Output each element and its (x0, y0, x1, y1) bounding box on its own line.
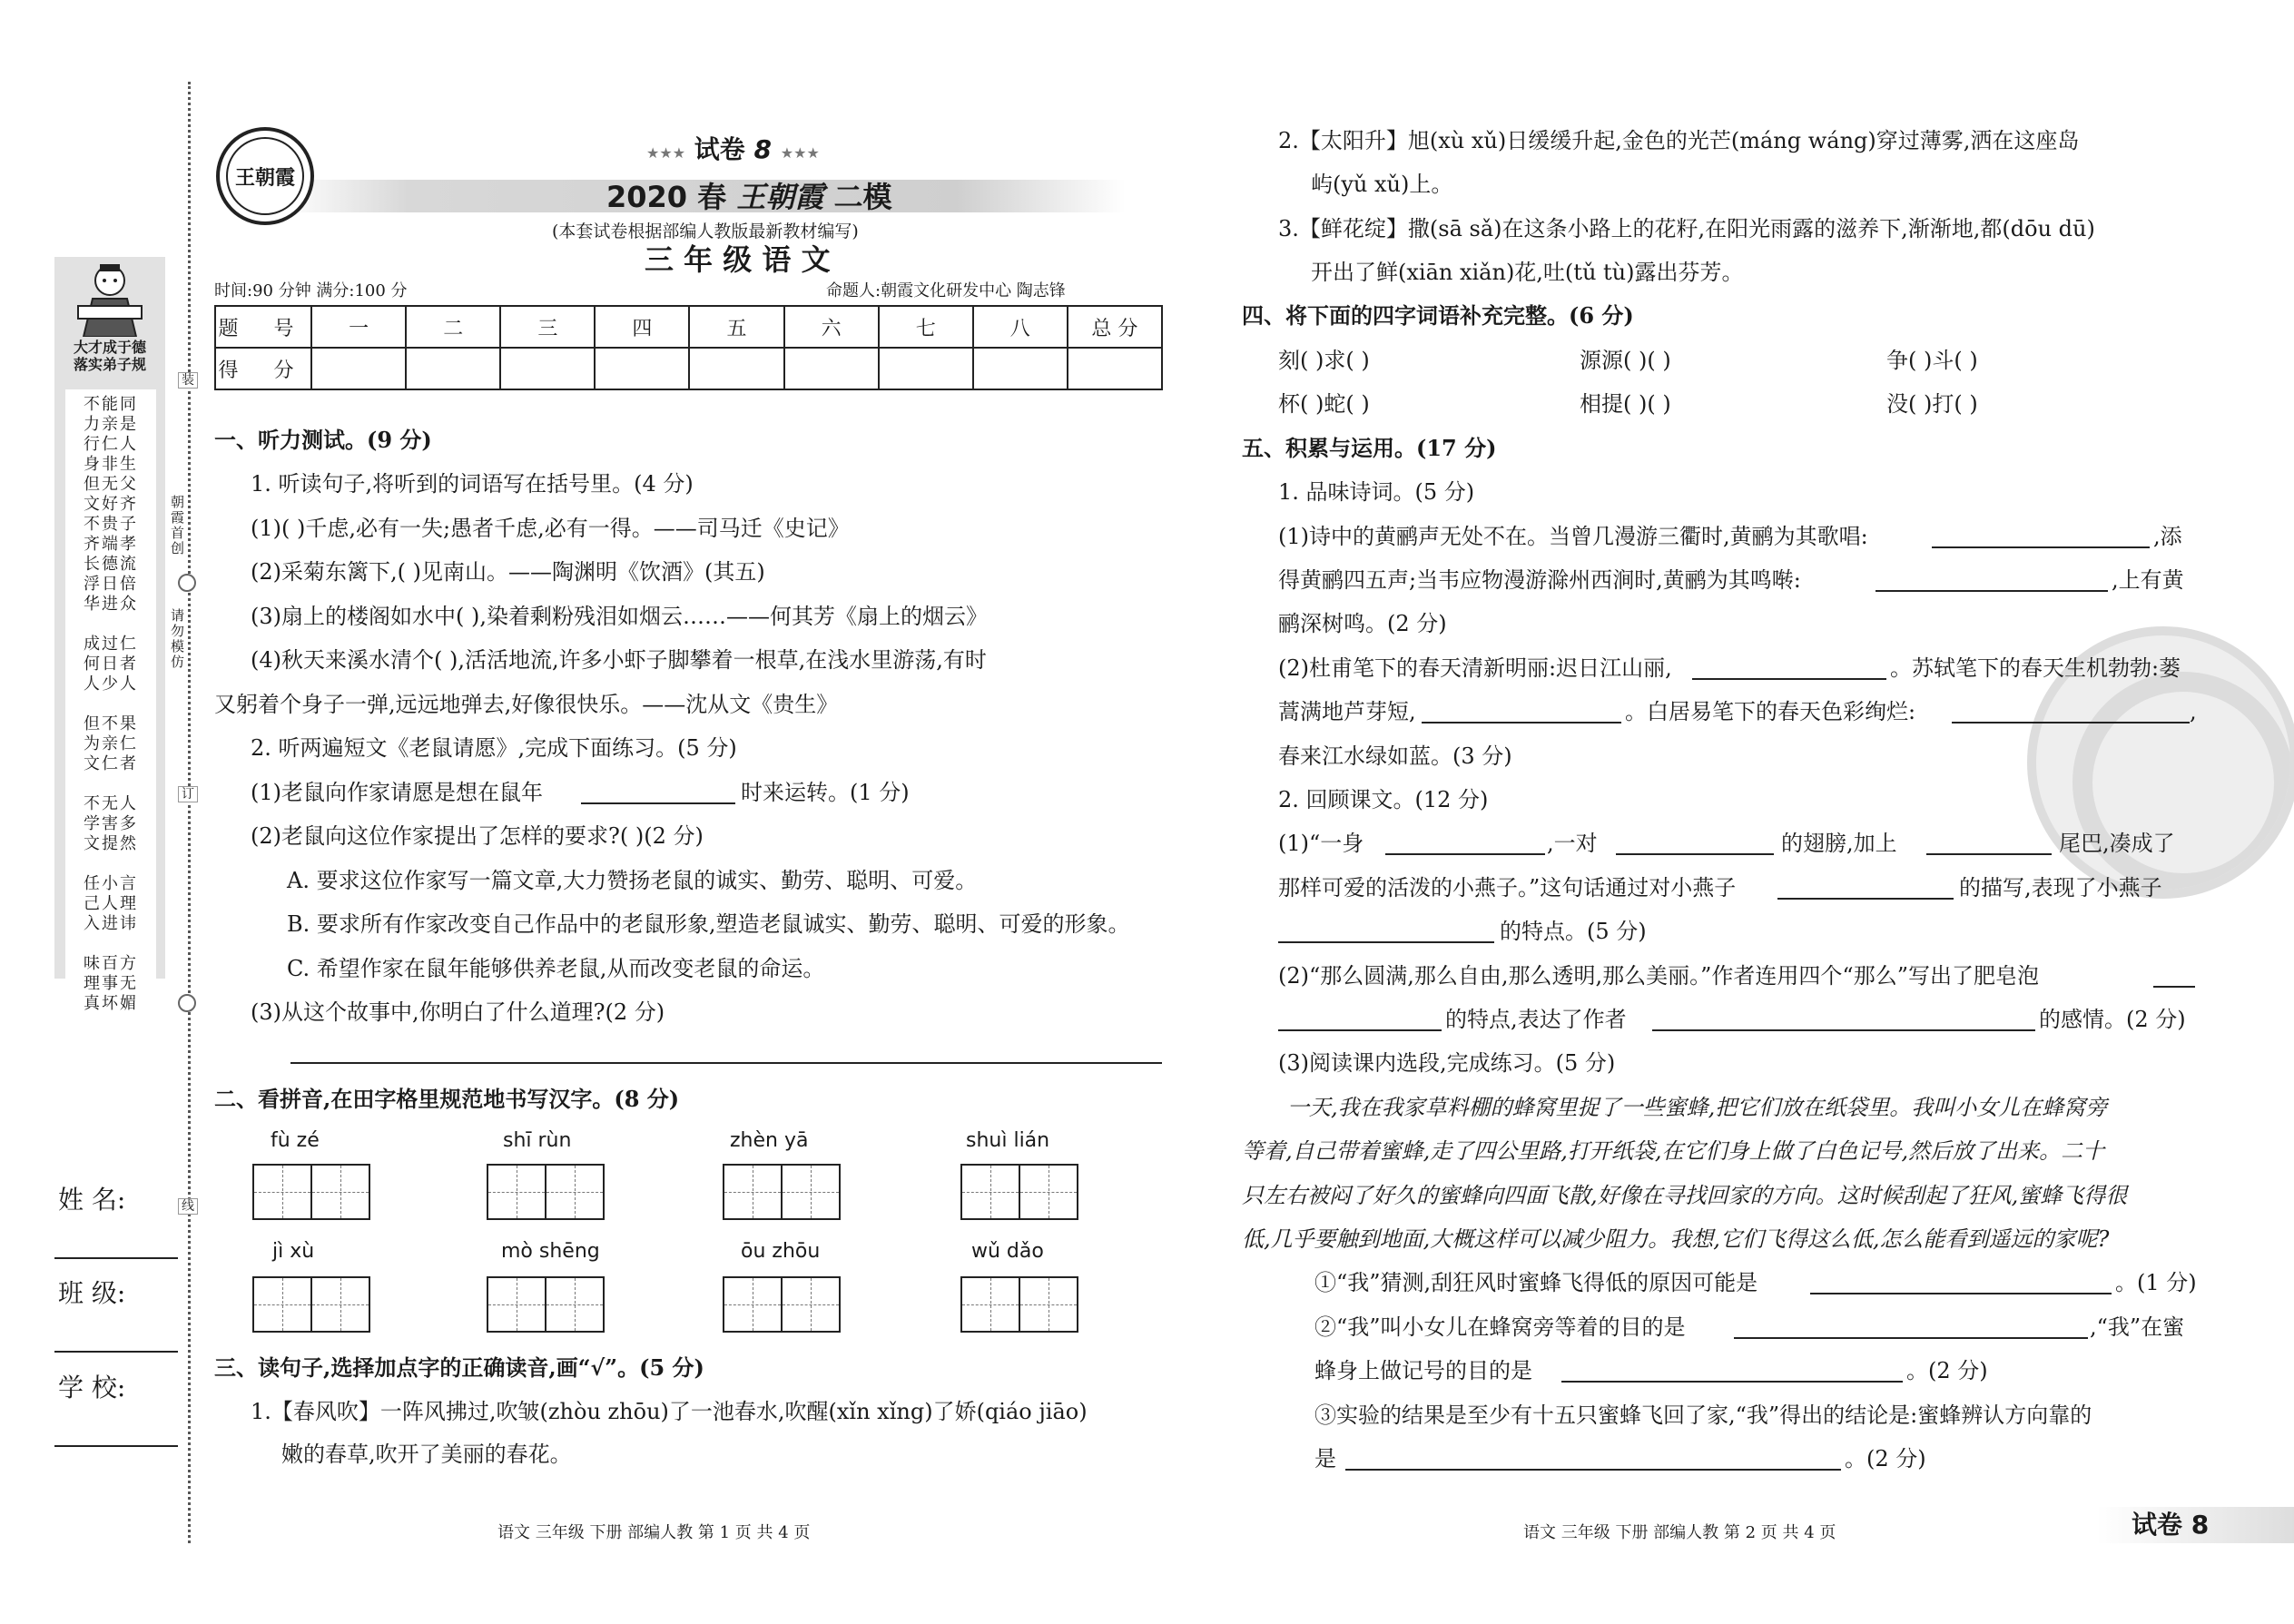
s1-q2-1a: (1)老鼠向作家请愿是想在鼠年 (251, 780, 543, 805)
s3-q2b: 屿(yǔ xǔ)上。 (1311, 172, 1453, 197)
p-q2b: ,“我”在蜜 (2090, 1314, 2185, 1340)
brand-logo (216, 127, 314, 225)
p-q3c: 。(2 分) (1845, 1446, 1926, 1471)
saying-block: 成过仁 何日者 人少人 (84, 635, 138, 694)
passage-line: 一天,我在我家草料棚的蜂窝里捉了一些蜜蜂,把它们放在纸袋里。我叫小女儿在蜂窝旁 (1287, 1095, 2108, 1120)
score-header-cell: 四 (595, 306, 689, 348)
s1-q1-2: (2)采菊东篱下,( )见南山。——陶渊明《饮酒》(其五) (251, 559, 765, 585)
saying-block: 味百方 理事无 真坏媚 (84, 954, 138, 1013)
class-field[interactable] (54, 1351, 178, 1353)
s1-q1-4: (4)秋天来溪水清个( ),活活地流,许多小虾子脚攀着一根草,在浅水里游荡,有时 (251, 647, 987, 673)
saying-block: 任小言 己人理 入进讳 (84, 874, 138, 933)
tianzige-box[interactable] (252, 1276, 370, 1333)
tianzige-box[interactable] (252, 1164, 370, 1220)
answer-blank[interactable] (2153, 986, 2195, 988)
answer-blank[interactable] (1616, 853, 1774, 855)
answer-blank[interactable] (1876, 590, 2108, 592)
pinyin-label: fù zé (271, 1129, 320, 1152)
exam-title-brand: 王朝霞 (736, 180, 824, 214)
answer-blank[interactable] (1278, 1029, 1442, 1031)
answer-blank[interactable] (1777, 898, 1954, 900)
exam-subtitle: (本套试卷根据部编人教版最新教材编写) (552, 221, 859, 241)
answer-blank[interactable] (1422, 722, 1621, 723)
brand-logo-text: 王朝霞 (226, 137, 304, 215)
tianzige-box[interactable] (723, 1164, 841, 1220)
motto-line-2: 落实弟子规 (73, 356, 146, 373)
section-1-title: 一、听力测试。(9 分) (214, 427, 432, 453)
s5-q2-1b: ,一对 (1547, 831, 1598, 856)
school-label: 学 校: (58, 1373, 126, 1403)
saying-block: 长德流 浮日倍 华进众 (84, 555, 138, 614)
score-cell[interactable] (973, 348, 1068, 389)
fold-line (188, 82, 191, 1543)
section-4-title: 四、将下面的四字词语补充完整。(6 分) (1242, 302, 1634, 329)
scholar-mascot-icon (65, 261, 154, 337)
name-field[interactable] (54, 1257, 178, 1259)
tianzige-box[interactable] (723, 1276, 841, 1333)
s1-q2: 2. 听两遍短文《老鼠请愿》,完成下面练习。(5 分) (251, 735, 737, 761)
score-table (214, 305, 1163, 390)
score-cell[interactable] (406, 348, 500, 389)
score-row-label: 得 分 (215, 348, 311, 389)
name-label: 姓 名: (58, 1185, 126, 1215)
answer-line[interactable] (290, 1062, 1162, 1064)
s5-q1-1b: ,添 (2153, 524, 2182, 549)
school-field[interactable] (54, 1445, 178, 1447)
idiom-blank[interactable]: 源源( )( ) (1580, 348, 1671, 373)
score-header-cell: 八 (973, 306, 1068, 348)
page-footer-right: 语文 三年级 下册 部编人教 第 2 页 共 4 页 (1523, 1523, 1836, 1542)
sidebar-panel (54, 257, 165, 1013)
s3-q1a[interactable]: 1.【春风吹】一阵风拂过,吹皱(zhòu zhōu)了一池春水,吹醒(xǐn xǐng)了娇(qiáo jiāo) (251, 1399, 1088, 1424)
answer-blank[interactable] (1932, 546, 2150, 548)
s1-q2-2: (2)老鼠向这位作家提出了怎样的要求?( )(2 分) (251, 823, 704, 849)
section-5-title: 五、积累与运用。(17 分) (1242, 435, 1497, 461)
author-info: 命题人:朝霞文化研发中心 陶志锋 (826, 281, 1066, 300)
stars-right: ★★★ (780, 144, 820, 162)
pinyin-label: wǔ dǎo (971, 1240, 1044, 1263)
idiom-blank[interactable]: 没( )打( ) (1886, 391, 1978, 417)
s5-q2-3: (3)阅读课内选段,完成练习。(5 分) (1278, 1050, 1616, 1076)
binding-hole-icon (178, 574, 196, 592)
saying-block: 但无父 文好齐 不贵子 齐端孝 (84, 475, 138, 554)
score-header-cell: 总 分 (1068, 306, 1162, 348)
s5-q1-2c: 蒿满地芦芽短, (1278, 699, 1416, 724)
s5-q1-1c: 得黄鹂四五声;当韦应物漫游滁州西涧时,黄鹂为其鸣啭: (1278, 567, 1801, 593)
fold-mark-xian: 线 (178, 1198, 198, 1215)
saying-block: 不能同 力亲是 行仁人 身非生 (84, 395, 138, 474)
score-header-cell: 一 (311, 306, 406, 348)
s5-q1-1d: ,上有黄 (2112, 567, 2184, 593)
s5-q1-2f: 春来江水绿如蓝。(3 分) (1278, 743, 1512, 769)
pinyin-label: shī rùn (503, 1129, 572, 1152)
fold-mark-ding: 订 (178, 786, 198, 802)
tianzige-box[interactable] (960, 1276, 1078, 1333)
score-cell[interactable] (879, 348, 973, 389)
section-2-title: 二、看拼音,在田字格里规范地书写汉字。(8 分) (214, 1086, 680, 1112)
s5-q1: 1. 品味诗词。(5 分) (1278, 479, 1475, 505)
s1-q1: 1. 听读句子,将听到的词语写在括号里。(4 分) (251, 471, 694, 497)
idiom-blank[interactable]: 刻( )求( ) (1278, 348, 1370, 373)
p-q3a: ③实验的结果是至少有十五只蜜蜂飞回了家,“我”得出的结论是:蜜蜂辨认方向靠的 (1314, 1403, 2092, 1428)
binding-hole-icon (178, 994, 196, 1012)
answer-blank[interactable] (1561, 1381, 1903, 1383)
exam-title-suffix: 二模 (833, 180, 892, 214)
tianzige-box[interactable] (487, 1276, 605, 1333)
exam-title-year: 2020 春 (606, 180, 727, 214)
section-3-title: 三、读句子,选择加点字的正确读音,画“√”。(5 分) (214, 1354, 704, 1381)
answer-blank[interactable] (1926, 853, 2052, 855)
score-header-cell: 三 (500, 306, 595, 348)
score-cell[interactable] (500, 348, 595, 389)
subject-title: 三 年 级 语 文 (645, 242, 831, 277)
idiom-blank[interactable]: 相提( )( ) (1580, 391, 1671, 417)
score-value-row (215, 348, 1162, 389)
sidebar-motto (62, 339, 158, 373)
s1-q1-1: (1)( )千虑,必有一失;愚者千虑,必有一得。——司马迁《史记》 (251, 516, 850, 541)
answer-blank[interactable] (1345, 1469, 1841, 1471)
s5-q2-1g: 的特点。(5 分) (1500, 919, 1647, 944)
fold-mark-zhuang: 装 (178, 372, 198, 389)
answer-blank[interactable] (1734, 1337, 2088, 1339)
p-q1a: ①“我”猜测,刮狂风时蜜蜂飞得低的原因可能是 (1314, 1270, 1758, 1295)
option-a[interactable]: A. 要求这位作家写一篇文章,大力赞扬老鼠的诚实、勤劳、聪明、可爱。 (287, 868, 978, 893)
s5-q2-2c: 的感情。(2 分) (2039, 1007, 2186, 1032)
score-header-cell: 六 (784, 306, 879, 348)
paper-no-label: 试卷 (694, 134, 745, 164)
score-header-row (215, 306, 1162, 348)
idiom-blank[interactable]: 争( )斗( ) (1886, 348, 1978, 373)
s5-q2-1e: 那样可爱的活泼的小燕子。”这句话通过对小燕子 (1278, 875, 1737, 901)
s5-q1-1e: 鹂深树鸣。(2 分) (1278, 611, 1447, 636)
s1-q2-1b: 时来运转。(1 分) (741, 780, 910, 805)
answer-blank[interactable] (1652, 1029, 2035, 1031)
saying-block: 但不果 为亲仁 文仁者 (84, 714, 138, 773)
p-q1b: 。(1 分) (2115, 1270, 2197, 1295)
s5-q2-1c: 的翅膀,加上 (1781, 831, 1897, 856)
answer-blank[interactable] (581, 802, 735, 804)
answer-blank[interactable] (1692, 678, 1886, 680)
score-header-cell: 五 (689, 306, 783, 348)
s3-q3b: 开出了鲜(xiān xiǎn)花,吐(tǔ tù)露出芬芳。 (1311, 260, 1744, 285)
fold-note-2: 请勿模仿 (171, 607, 185, 670)
class-label: 班 级: (58, 1278, 126, 1308)
p-q2a: ②“我”叫小女儿在蜂窝旁等着的目的是 (1314, 1314, 1686, 1340)
s5-q1-2d: 。白居易笔下的春天色彩绚烂: (1625, 699, 1916, 724)
score-header-cell: 七 (879, 306, 973, 348)
score-header-cell: 二 (406, 306, 500, 348)
tianzige-box[interactable] (487, 1164, 605, 1220)
s5-q2-1a: (1)“一身 (1278, 831, 1364, 856)
paper-heading (646, 134, 820, 169)
pinyin-label: mò shēng (501, 1240, 600, 1263)
s5-q2-1d: 尾巴,凑成了 (2059, 831, 2175, 856)
answer-blank[interactable] (1810, 1293, 2112, 1294)
option-b[interactable]: B. 要求所有作家改变自己作品中的老鼠形象,塑造老鼠诚实、勤劳、聪明、可爱的形象。 (287, 911, 1130, 937)
saying-block: 不无人 学害多 文提然 (84, 794, 138, 853)
page-footer-left: 语文 三年级 下册 部编人教 第 1 页 共 4 页 (497, 1523, 811, 1542)
p-q2c: 蜂身上做记号的目的是 (1314, 1358, 1532, 1383)
pinyin-label: shuì lián (966, 1129, 1050, 1152)
answer-blank[interactable] (1278, 941, 1494, 943)
corner-paper-label: 试卷 8 (2132, 1510, 2210, 1540)
tianzige-box[interactable] (960, 1164, 1078, 1220)
score-cell[interactable] (311, 348, 406, 389)
s5-q2: 2. 回顾课文。(12 分) (1278, 787, 1489, 812)
passage-line: 等着,自己带着蜜蜂,走了四公里路,打开纸袋,在它们身上做了白色记号,然后放了出来。二十 (1242, 1138, 2105, 1164)
s5-q1-2b: 。苏轼笔下的春天生机勃勃:蒌 (1890, 655, 2181, 681)
pinyin-label: ōu zhōu (741, 1240, 821, 1263)
score-cell[interactable] (595, 348, 689, 389)
idiom-blank[interactable]: 杯( )蛇( ) (1278, 391, 1370, 417)
stars-left: ★★★ (646, 144, 686, 162)
fold-note-1: 朝霞首创 (171, 494, 185, 556)
s1-q1-4b: 又躬着个身子一弹,远远地弹去,好像很快乐。——沈从文《贵生》 (214, 692, 839, 717)
s5-q1-1a: (1)诗中的黄鹂声无处不在。当曾几漫游三衢时,黄鹂为其歌唱: (1278, 524, 1868, 549)
answer-blank[interactable] (1952, 722, 2190, 723)
paper-number: 8 (753, 134, 773, 164)
pinyin-label: jì xù (272, 1240, 315, 1263)
passage-line: 低,几乎要触到地面,大概这样可以减少阻力。我想,它们飞得这么低,怎么能看到遥远的家呢? (1242, 1226, 2110, 1252)
s5-q2-2a: (2)“那么圆满,那么自由,那么透明,那么美丽。”作者连用四个“那么”写出了肥皂泡 (1278, 963, 2039, 989)
score-header-cell: 题 号 (215, 306, 311, 348)
exam-title (606, 178, 892, 216)
sidebar-sayings (65, 389, 156, 1039)
s1-q1-3: (3)扇上的楼阁如水中( ),染着剩粉残泪如烟云……——何其芳《扇上的烟云》 (251, 604, 988, 629)
pinyin-label: zhèn yā (730, 1129, 809, 1152)
s5-q2-1f: 的描写,表现了小燕子 (1959, 875, 2162, 901)
score-cell[interactable] (689, 348, 783, 389)
s3-q3a[interactable]: 3.【鲜花绽】撒(sā sǎ)在这条小路上的花籽,在阳光雨露的滋养下,渐渐地,都(dōu dū) (1278, 216, 2095, 241)
s5-q1-2e: , (2190, 699, 2197, 724)
s3-q2a[interactable]: 2.【太阳升】旭(xù xǔ)日缓缓升起,金色的光芒(máng wáng)穿过薄雾,洒在这座岛 (1278, 128, 2080, 153)
s3-q1b: 嫩的春草,吹开了美丽的春花。 (281, 1442, 572, 1467)
time-info: 时间:90 分钟 满分:100 分 (214, 281, 408, 300)
score-cell[interactable] (784, 348, 879, 389)
s5-q2-2b: 的特点,表达了作者 (1445, 1007, 1627, 1032)
option-c[interactable]: C. 希望作家在鼠年能够供养老鼠,从而改变老鼠的命运。 (287, 956, 825, 981)
s1-q2-3: (3)从这个故事中,你明白了什么道理?(2 分) (251, 999, 665, 1025)
p-q3b: 是 (1314, 1446, 1336, 1471)
s5-q1-2a: (2)杜甫笔下的春天清新明丽:迟日江山丽, (1278, 655, 1672, 681)
motto-line-1: 大才成于德 (73, 339, 146, 356)
score-cell[interactable] (1068, 348, 1162, 389)
p-q2d: 。(2 分) (1906, 1358, 1988, 1383)
answer-blank[interactable] (1385, 853, 1545, 855)
passage-line: 只左右被闷了好久的蜜蜂向四面飞散,好像在寻找回家的方向。这时候刮起了狂风,蜜蜂飞得很 (1242, 1183, 2128, 1208)
